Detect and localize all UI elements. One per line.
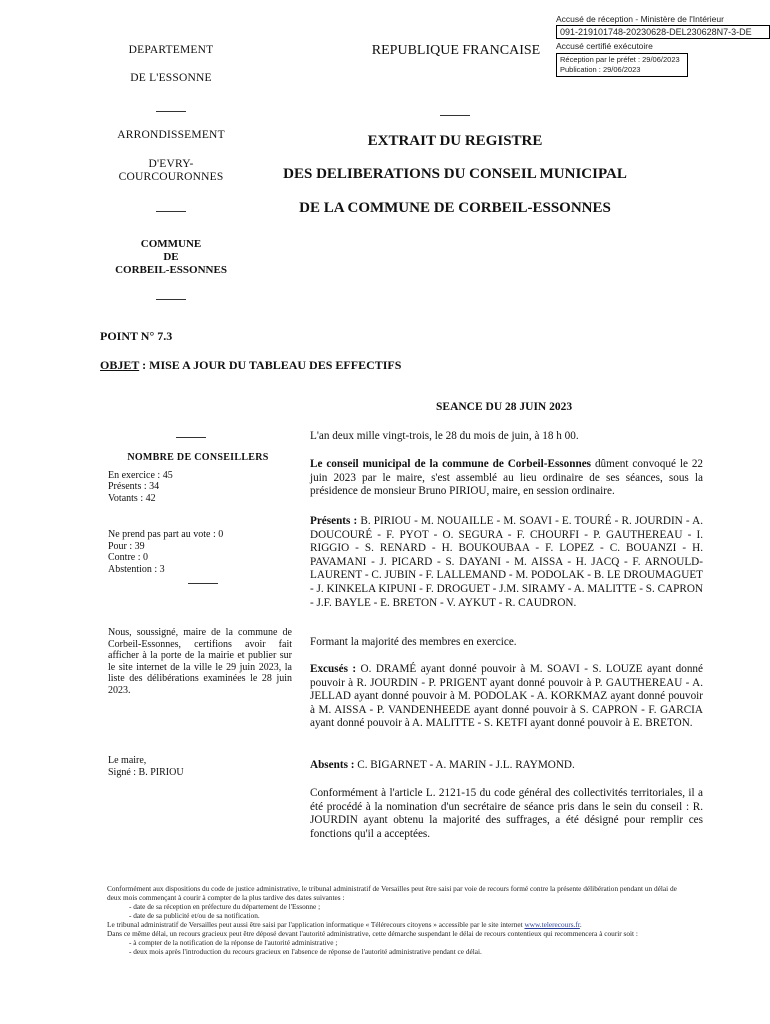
republique-label: REPUBLIQUE FRANCAISE — [371, 43, 541, 58]
reception-stamp — [556, 14, 770, 77]
commune-line-2: DE — [163, 251, 179, 263]
essonne-label: DE L'ESSONNE — [130, 72, 212, 84]
evry-label — [96, 158, 246, 184]
certification-text: Nous, soussigné, maire de la commune de Corbeil-Essonnes, certifions avoir fait afficher à la porte de la mairie et publier sur le site internet de la ville le 29 juin 2023, la liste des délibérations examinées le 28 juin 2023. — [108, 627, 292, 696]
presents-paragraph — [310, 515, 703, 610]
conseil-bold: Le conseil municipal de la commune de Corbeil-Essonnes — [310, 458, 592, 470]
arrondissement-label: ARRONDISSEMENT — [117, 129, 225, 141]
nombre-conseillers-heading: NOMBRE DE CONSEILLERS — [127, 452, 269, 463]
stamp-title: Accusé de réception - Ministère de l'Intérieur — [556, 14, 724, 24]
stamp-id: 091-219101748-20230628-DEL230628N7-3-DE — [556, 25, 770, 39]
conseil-rest: dûment convoqué le 22 juin 2023 par le maire, s'est assemblé au lieu ordinaire de ses séances, sous la présidence de monsieur Bruno PIRIOU, maire, en session ordinaire. — [310, 458, 704, 498]
title-line-2: DES DELIBERATIONS DU CONSEIL MUNICIPAL — [283, 166, 627, 182]
signature: Signé : B. PIRIOU — [108, 766, 184, 778]
footer-p2-end: . — [579, 920, 582, 929]
commune-label — [96, 238, 246, 277]
votants-count: Votants : 42 — [108, 492, 156, 504]
sidebar-counts — [108, 452, 288, 504]
evry-line-2: COURCOURONNES — [118, 171, 224, 183]
departement-label: DEPARTEMENT — [128, 44, 214, 56]
vote-contre: Contre : 0 — [108, 552, 148, 563]
footer-bullet-3: - à compter de la notification de la réponse de l'autorité administrative ; — [129, 938, 338, 947]
article-paragraph: Conformément à l'article L. 2121-15 du code général des collectivités territoriales, il a été procédé à la nomination d'un secrétaire de séance pris dans le sein du conseil : R. JOURDIN ayant obtenu la majorité des suffrages, a été désigné pour remplir ces fonctions qu'il a acceptées. — [310, 787, 703, 840]
majorite-line: Formant la majorité des membres en exercice. — [310, 636, 517, 648]
telerecours-link[interactable]: www.telerecours.fr — [524, 920, 580, 929]
divider — [440, 115, 470, 116]
divider — [156, 111, 186, 112]
legal-footer — [107, 884, 692, 956]
objet-label: OBJET — [100, 358, 140, 372]
signature-block — [108, 755, 292, 778]
excuses-list: O. DRAMÉ ayant donné pouvoir à M. SOAVI - S. LOUZE ayant donné pouvoir à R. JOURDIN - P. PRIGENT ayant donné pouvoir à P. GAUTHEREAU - A. JELLAD ayant donné pouvoir à M. PODOLAK - A. KORKMAZ ayant donné pouvoir à M. AISSA - P. VANDENHEEDE ayant donné pouvoir à S. CAPRON - F. GARCIA ayant donné pouvoir à A. MALITTE - S. KETFI ayant donné pouvoir à E. BRETON. — [310, 663, 703, 730]
footer-p1: Conformément aux dispositions du code de justice administrative, le tribunal administratif de Versailles peut être saisi par voie de recours formé contre la présente délibération pendant un délai de deux mois commençant à courir à compter de la plus tardive des dates suivantes : — [107, 884, 677, 902]
maire-label: Le maire, — [108, 755, 147, 766]
en-exercice: En exercice : 45 — [108, 469, 173, 481]
footer-bullet-2: - date de sa publicité et/ou de sa notification. — [129, 911, 260, 920]
intro-line: L'an deux mille vingt-trois, le 28 du mois de juin, à 18 h 00. — [310, 430, 579, 442]
absents-paragraph — [310, 759, 703, 773]
footer-p2-start: Le tribunal administratif de Versailles peut aussi être saisi par l'application informatique « Télérecours citoyens » accessible par le site internet — [107, 920, 525, 929]
vote-abstention: Abstention : 3 — [108, 563, 165, 575]
absents-label: Absents : — [310, 759, 355, 771]
commune-line-3: CORBEIL-ESSONNES — [115, 264, 227, 276]
objet-text: : MISE A JOUR DU TABLEAU DES EFFECTIFS — [139, 358, 402, 372]
divider — [156, 211, 186, 212]
vote-pour: Pour : 39 — [108, 540, 145, 552]
commune-line-1: COMMUNE — [140, 238, 202, 250]
title-line-3: DE LA COMMUNE DE CORBEIL-ESSONNES — [299, 200, 611, 216]
presents-count: Présents : 34 — [108, 481, 160, 492]
presents-label: Présents : — [310, 515, 358, 527]
stamp-executoire: Accusé certifié exécutoire — [556, 41, 653, 51]
absents-list: C. BIGARNET - A. MARIN - J.L. RAYMOND. — [354, 759, 575, 771]
stamp-dates — [556, 53, 688, 77]
ne-prend-pas-part: Ne prend pas part au vote : 0 — [108, 529, 224, 540]
stamp-reception: Réception par le préfet : 29/06/2023 — [560, 55, 680, 64]
excuses-label: Excusés : — [310, 663, 357, 675]
footer-p3: Dans ce même délai, un recours gracieux peut être déposé devant l'autorité administrative, cette démarche suspendant le délai de recours contentieux qui recommencera à courir soit : — [107, 929, 638, 938]
sidebar-votes — [108, 529, 288, 575]
excuses-paragraph — [310, 663, 703, 731]
objet-line — [100, 358, 401, 373]
divider — [156, 299, 186, 300]
footer-p2 — [107, 920, 692, 929]
seance-date: SEANCE DU 28 JUIN 2023 — [436, 401, 573, 413]
point-number: POINT N° 7.3 — [100, 329, 173, 343]
footer-bullet-4: - deux mois après l'introduction du recours gracieux en l'absence de réponse de l'autorité administrative pendant ce délai. — [129, 947, 482, 956]
stamp-publication: Publication : 29/06/2023 — [560, 65, 641, 74]
conseil-paragraph — [310, 458, 703, 499]
footer-bullet-1: - date de sa réception en préfecture du département de l'Essonne ; — [129, 902, 321, 911]
presents-list: B. PIRIOU - M. NOUAILLE - M. SOAVI - E. TOURÉ - R. JOURDIN - A. DOUCOURÉ - F. PYOT - O. SEGURA - F. CHOURFI - P. GAUTHEREAU - I. RIGGIO - S. RENARD - H. BOUKOUBAA - F. LOPEZ - C. BOUANZI - H. PAVAMANI - J. PICARD - S. DAYANI - M. AISSA - H. JACQ - F. ARNOULD-LAURENT - C. JUBIN - F. LALLEMAND - M. PODOLAK - B. LE DROUMAGUET - J. KINKELA KIPUNI - F. DROGUET - J.M. SIRAMY - A. MALITTE - S. CAPRON - J.F. BAYLE - E. BRETON - V. AYKUT - R. CAUDRON. — [310, 515, 703, 609]
divider — [188, 583, 218, 584]
divider — [176, 437, 206, 438]
title-line-1: EXTRAIT DU REGISTRE — [367, 133, 543, 149]
evry-line-1: D'EVRY- — [148, 158, 194, 170]
